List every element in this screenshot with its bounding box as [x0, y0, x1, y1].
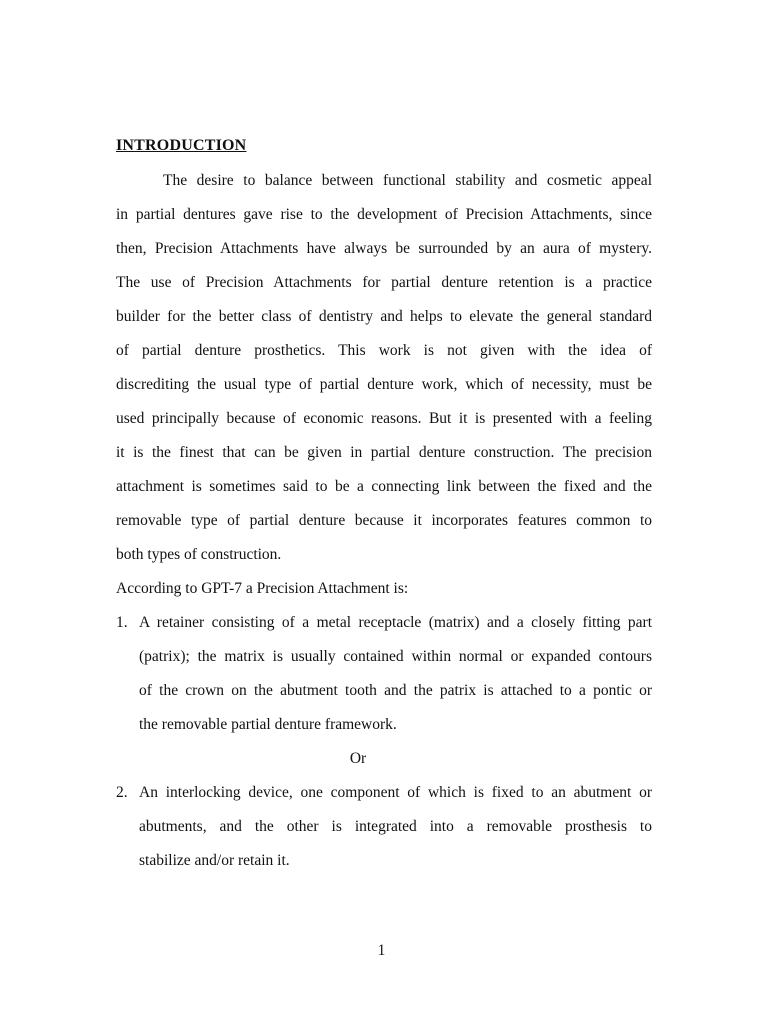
paragraph-line: discrediting the usual type of partial denture work, which of necessity, must be [116, 376, 652, 393]
list-item-line: An interlocking device, one component of which is fixed to an abutment or [139, 784, 652, 801]
list-item-number: 1. [116, 614, 128, 631]
paragraph-line: The use of Precision Attachments for partial denture retention is a practice [116, 274, 652, 291]
definition-intro: According to GPT-7 a Precision Attachment is: [116, 580, 409, 597]
paragraph-line: in partial dentures gave rise to the development of Precision Attachments, since [116, 206, 652, 223]
paragraph-line: attachment is sometimes said to be a connecting link between the fixed and the [116, 478, 652, 495]
list-item-line: the removable partial denture framework. [139, 716, 397, 733]
list-item-line: abutments, and the other is integrated into a removable prosthesis to [139, 818, 652, 835]
list-item-line: A retainer consisting of a metal receptacle (matrix) and a closely fitting part [139, 614, 652, 631]
list-item-line: of the crown on the abutment tooth and the patrix is attached to a pontic or [139, 682, 652, 699]
paragraph-line: used principally because of economic reasons. But it is presented with a feeling [116, 410, 652, 427]
paragraph-line: of partial denture prosthetics. This work is not given with the idea of [116, 342, 652, 359]
paragraph-line: builder for the better class of dentistry and helps to elevate the general standard [116, 308, 652, 325]
section-heading: INTRODUCTION [116, 137, 247, 154]
list-item-line: (patrix); the matrix is usually contained within normal or expanded contours [139, 648, 652, 665]
paragraph-line: it is the finest that can be given in partial denture construction. The precision [116, 444, 652, 461]
list-item-number: 2. [116, 784, 128, 801]
paragraph-line: both types of construction. [116, 546, 282, 563]
separator-or: Or [349, 750, 367, 767]
list-item-line: stabilize and/or retain it. [139, 852, 290, 869]
paragraph-line: then, Precision Attachments have always be surrounded by an aura of mystery. [116, 240, 652, 257]
paragraph-line: The desire to balance between functional stability and cosmetic appeal [163, 172, 652, 189]
paragraph-line: removable type of partial denture because it incorporates features common to [116, 512, 652, 529]
page-number: 1 [377, 942, 386, 959]
